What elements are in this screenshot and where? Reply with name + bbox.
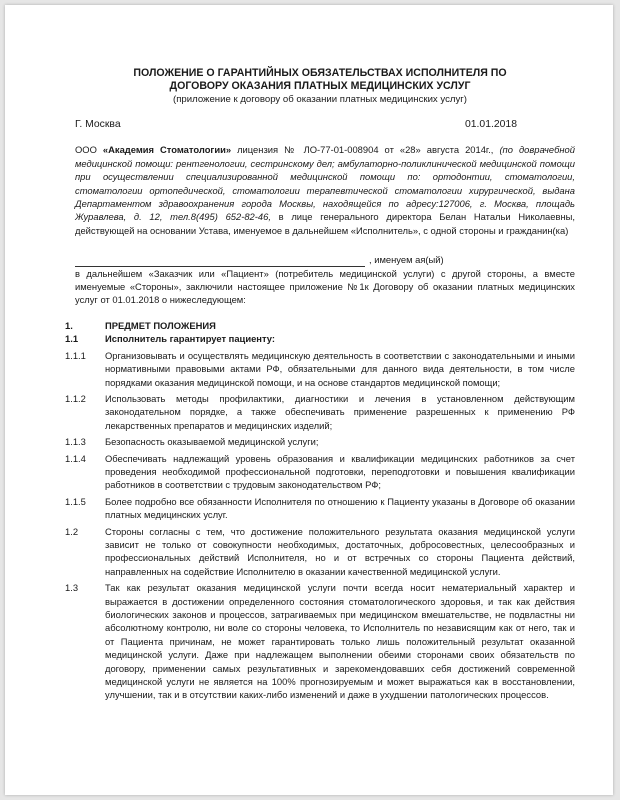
license-text: лицензия № ЛО-77-01-008904 от «28» августа 2014г., <box>231 144 500 156</box>
clause-row <box>65 495 575 522</box>
parties-paragraph: в дальнейшем «Заказчик или «Пациент» (потребитель медицинской услуги) с другой стороны, а вместе именуемые «Стороны», заключили настоящее приложение №1к Договору об оказании платных медицинских услуг от 01.01.2018 о нижеследующем: <box>75 267 575 306</box>
clause-row <box>65 452 575 492</box>
clause-text: Безопасность оказываемой медицинской услуги; <box>105 436 319 448</box>
intro-rest: в лице генерального директора Белан Натальи Николаевны, действующей на основании Устава, именуемое в дальнейшем «Исполнитель», с одной стороны и гражданин(ка) <box>75 211 575 236</box>
clause-number: 1.1.4 <box>65 452 86 464</box>
title-line-2: ДОГОВОРУ ОКАЗАНИЯ ПЛАТНЫХ МЕДИЦИНСКИХ УСЛУГ <box>169 80 471 92</box>
clause-number: 1.2 <box>65 525 79 537</box>
clause-row <box>65 525 575 579</box>
clause-row <box>65 392 575 432</box>
title-line-1: ПОЛОЖЕНИЕ О ГАРАНТИЙНЫХ ОБЯЗАТЕЛЬСТВАХ ИСПОЛНИТЕЛЯ ПО <box>133 67 507 79</box>
license-details: (по доврачебной медицинской помощи: рентгенологии, сестринскому дел; амбулаторно-поликлинической медицинской помощи при осуществлении специализированной медицинской помощи по: ортодонтии, стоматологии, стоматологии ортопедической, стоматологии терапевтической стоматологии хирургической, выдана Департаментом здравоохранения города Москвы, находящейся по адресу:127006, г. Москва, площадь Журавлева, д. 12, тел.8(495) 652-82-46, <box>75 144 575 223</box>
intro-paragraph <box>65 143 575 237</box>
intro-prefix: ООО <box>75 144 103 156</box>
clause-row <box>65 435 575 448</box>
city: Г. Москва <box>75 119 121 130</box>
document-title <box>65 67 575 93</box>
clause-number: 1.1.1 <box>65 349 86 361</box>
clause-number: 1.1 <box>65 333 79 345</box>
clause-row <box>65 349 575 389</box>
clause-row <box>65 581 575 702</box>
clause-text: Стороны согласны с тем, что достижение положительного результата оказания медицинской услуги зависит не только от совокупности необходимых, достаточных, добросовестных, целесообразных и профессиональных действий Исполнителя, но и от встречных со стороны Пациента действий, направленных на содействие Исполнителю в оказании качественной медицинской услуги. <box>105 525 575 577</box>
contract-date: 01.01.2018 <box>464 119 517 130</box>
clause-text: Более подробно все обязанности Исполнителя по отношению к Пациенту указаны в Договоре об оказании платных медицинских услуг. <box>105 495 575 521</box>
client-name-line <box>65 253 575 266</box>
document-subtitle: (приложение к договору об оказании платных медицинских услуг) <box>173 94 467 105</box>
client-name-blank[interactable] <box>75 256 365 267</box>
section-title: ПРЕДМЕТ ПОЛОЖЕНИЯ <box>105 319 216 331</box>
clause-number: 1.1.2 <box>65 392 86 404</box>
section-heading <box>65 319 575 332</box>
clause-number: 1.1.5 <box>65 495 86 507</box>
clause-text: Так как результат оказания медицинской услуги почти всегда носит нематериальный характер и выражается в достижении определенного состояния стоматологического здоровья, и так как действия биологических законов и процессов, затрагиваемых при медицинском вмешательстве, не подвластны ни абсолютному контролю, ни воле со стороны человека, то Исполнитель по независящим как от него, так и от Пациента причинам, не может гарантировать только лишь положительный результат оказанной медицинской услуги. Даже при надлежащем выполнении обеими сторонами своих обязательств по договору, применении самых результативных и зарекомендовавших себя достижений современной медицинской услуги не является на 100% прогнозируемым и может выражаться как в восстановлении, улучшении, так и в отсутствии каких-либо изменений и даже в ухудшении патологических процессов. <box>105 582 575 701</box>
clause-text: Обеспечивать надлежащий уровень образования и квалификации медицинских работников за счет проведения необходимой профессиональной подготовки, переподготовки и повышения квалификации работников в соответствии с трудовым законодательством РФ; <box>105 452 575 491</box>
company-name: «Академия Стоматологии» <box>102 144 232 156</box>
section-number: 1. <box>65 319 73 331</box>
clause-text: Использовать методы профилактики, диагностики и лечения в установленном действующим законодательном порядке, а также обеспечивать применение разрешенных к применению РФ лекарственных препаратов и медицинских изделий; <box>105 392 575 431</box>
clause-text: Исполнитель гарантирует пациенту: <box>105 333 275 345</box>
clause-row <box>65 332 575 345</box>
clause-number: 1.3 <box>65 582 79 594</box>
place-date-row <box>65 118 575 131</box>
clause-number: 1.1.3 <box>65 436 86 448</box>
clause-list <box>65 332 575 702</box>
clause-text: Организовывать и осуществлять медицинскую деятельность в соответствии с законодательными и иными нормативными правовыми актами РФ, обязательными для данного вида деятельности, в том числе порядками оказания медицинской помощи, и на основе стандартов медицинской помощи; <box>105 349 575 388</box>
document-page <box>5 5 613 795</box>
client-name-suffix: , именуем ая(ый) <box>369 254 444 266</box>
